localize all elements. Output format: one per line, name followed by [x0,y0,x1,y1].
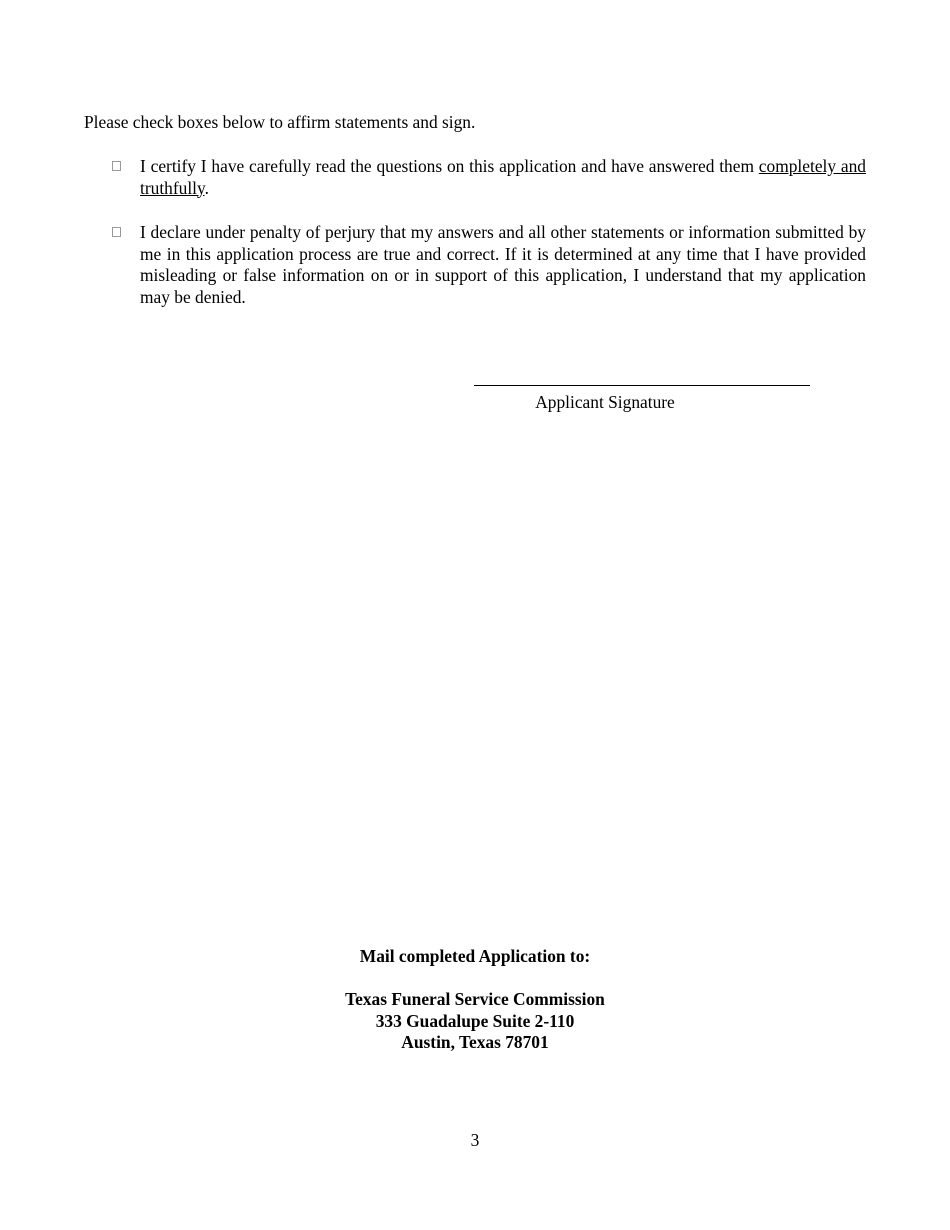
signature-line[interactable] [474,385,810,386]
perjury-statement-text: I declare under penalty of perjury that my answers and all other statements or information submitted by me in this application process are true and correct. If it is determined at any time that I have provided misleading or false information on or in support of this application, I understand that my application may be denied. [140,222,866,307]
certify-text-end: . [204,177,209,198]
certify-text-underlined: completely and truthfully [140,156,866,198]
mailing-heading: Mail completed Application to: [359,946,591,966]
instructions-text: Please check boxes below to affirm statements and sign. [84,112,476,132]
mailing-organization: Texas Funeral Service Commission [345,989,605,1009]
certify-statement [112,156,866,199]
certify-checkbox[interactable] [112,161,121,171]
perjury-statement [112,222,866,308]
mailing-street: 333 Guadalupe Suite 2-110 [375,1010,575,1031]
certify-text-main: I certify I have carefully read the questions on this application and have answered them [140,156,759,176]
page-number: 3 [470,1130,480,1150]
mailing-city-state-zip: Austin, Texas 78701 [401,1032,549,1052]
perjury-checkbox[interactable] [112,227,121,237]
signature-label: Applicant Signature [535,392,675,412]
certify-statement-text [140,156,866,199]
mailing-address [0,989,950,1054]
